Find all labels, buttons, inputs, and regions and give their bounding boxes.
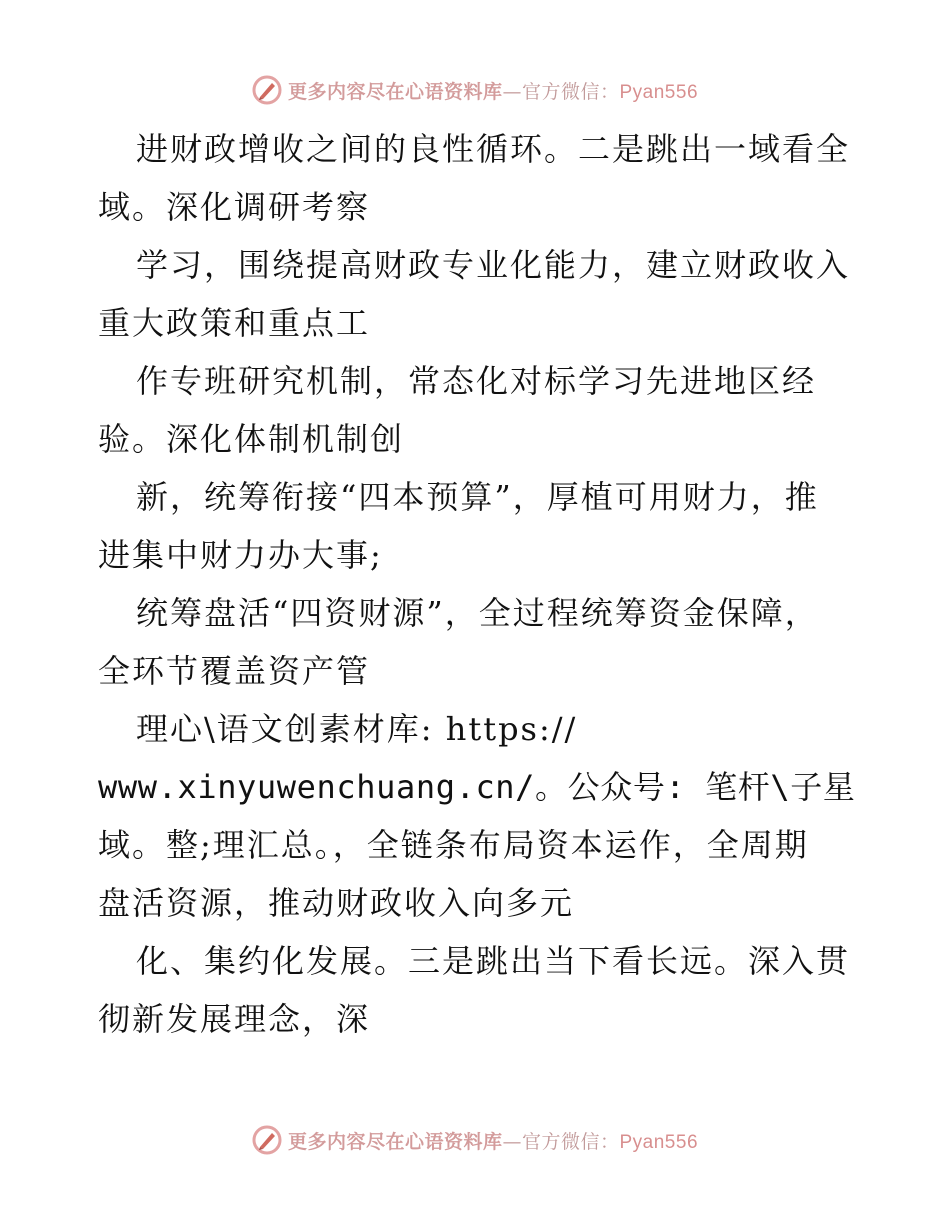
- text-line: 作专班研究机制，常态化对标学习先进地区经: [136, 362, 817, 400]
- text-line: 新，统筹衔接“四本预算”，厚植可用财力，推: [136, 478, 819, 516]
- banner-dash: —: [502, 1130, 522, 1153]
- text-line-url: www.xinyuwenchuang.cn/。公众号: 笔杆\子星: [98, 768, 856, 806]
- document-body: [98, 120, 858, 1048]
- banner-main-text: 更多内容尽在心语资料库: [287, 80, 503, 103]
- text-line: 统筹盘活“四资财源”，全过程统筹资金保障，: [136, 594, 819, 632]
- banner-wechat-id: Pyan556: [619, 1131, 699, 1153]
- header-watermark-banner: [0, 72, 950, 108]
- text-line: 域。整;理汇总。，全链条布局资本运作，全周期: [98, 826, 809, 864]
- text-line: 化、集约化发展。三是跳出当下看长远。深入贯: [136, 942, 851, 980]
- text-line: 验。深化体制机制创: [98, 420, 405, 458]
- banner-main-text: 更多内容尽在心语资料库: [287, 1130, 503, 1153]
- text-line: 盘活资源，推动财政收入向多元: [98, 884, 575, 922]
- banner-wechat-id: Pyan556: [619, 81, 699, 103]
- footer-watermark-banner: [0, 1122, 950, 1158]
- text-line: 重大政策和重点工: [98, 304, 371, 342]
- text-line: 全环节覆盖资产管: [98, 652, 371, 690]
- banner-sub-text: 官方微信：: [521, 80, 620, 103]
- quill-logo-icon: [252, 75, 282, 105]
- text-line: 域。深化调研考察: [98, 188, 371, 226]
- text-line: 学习，围绕提高财政专业化能力，建立财政收入: [136, 246, 851, 284]
- text-line: 进集中财力办大事;: [98, 536, 383, 574]
- text-line: 彻新发展理念，深: [98, 1000, 371, 1038]
- banner-dash: —: [502, 80, 522, 103]
- text-line: 理心\语文创素材库: https://: [136, 710, 578, 748]
- banner-sub-text: 官方微信：: [521, 1130, 620, 1153]
- text-line: 进财政增收之间的良性循环。二是跳出一域看全: [136, 130, 851, 168]
- quill-logo-icon: [252, 1125, 282, 1155]
